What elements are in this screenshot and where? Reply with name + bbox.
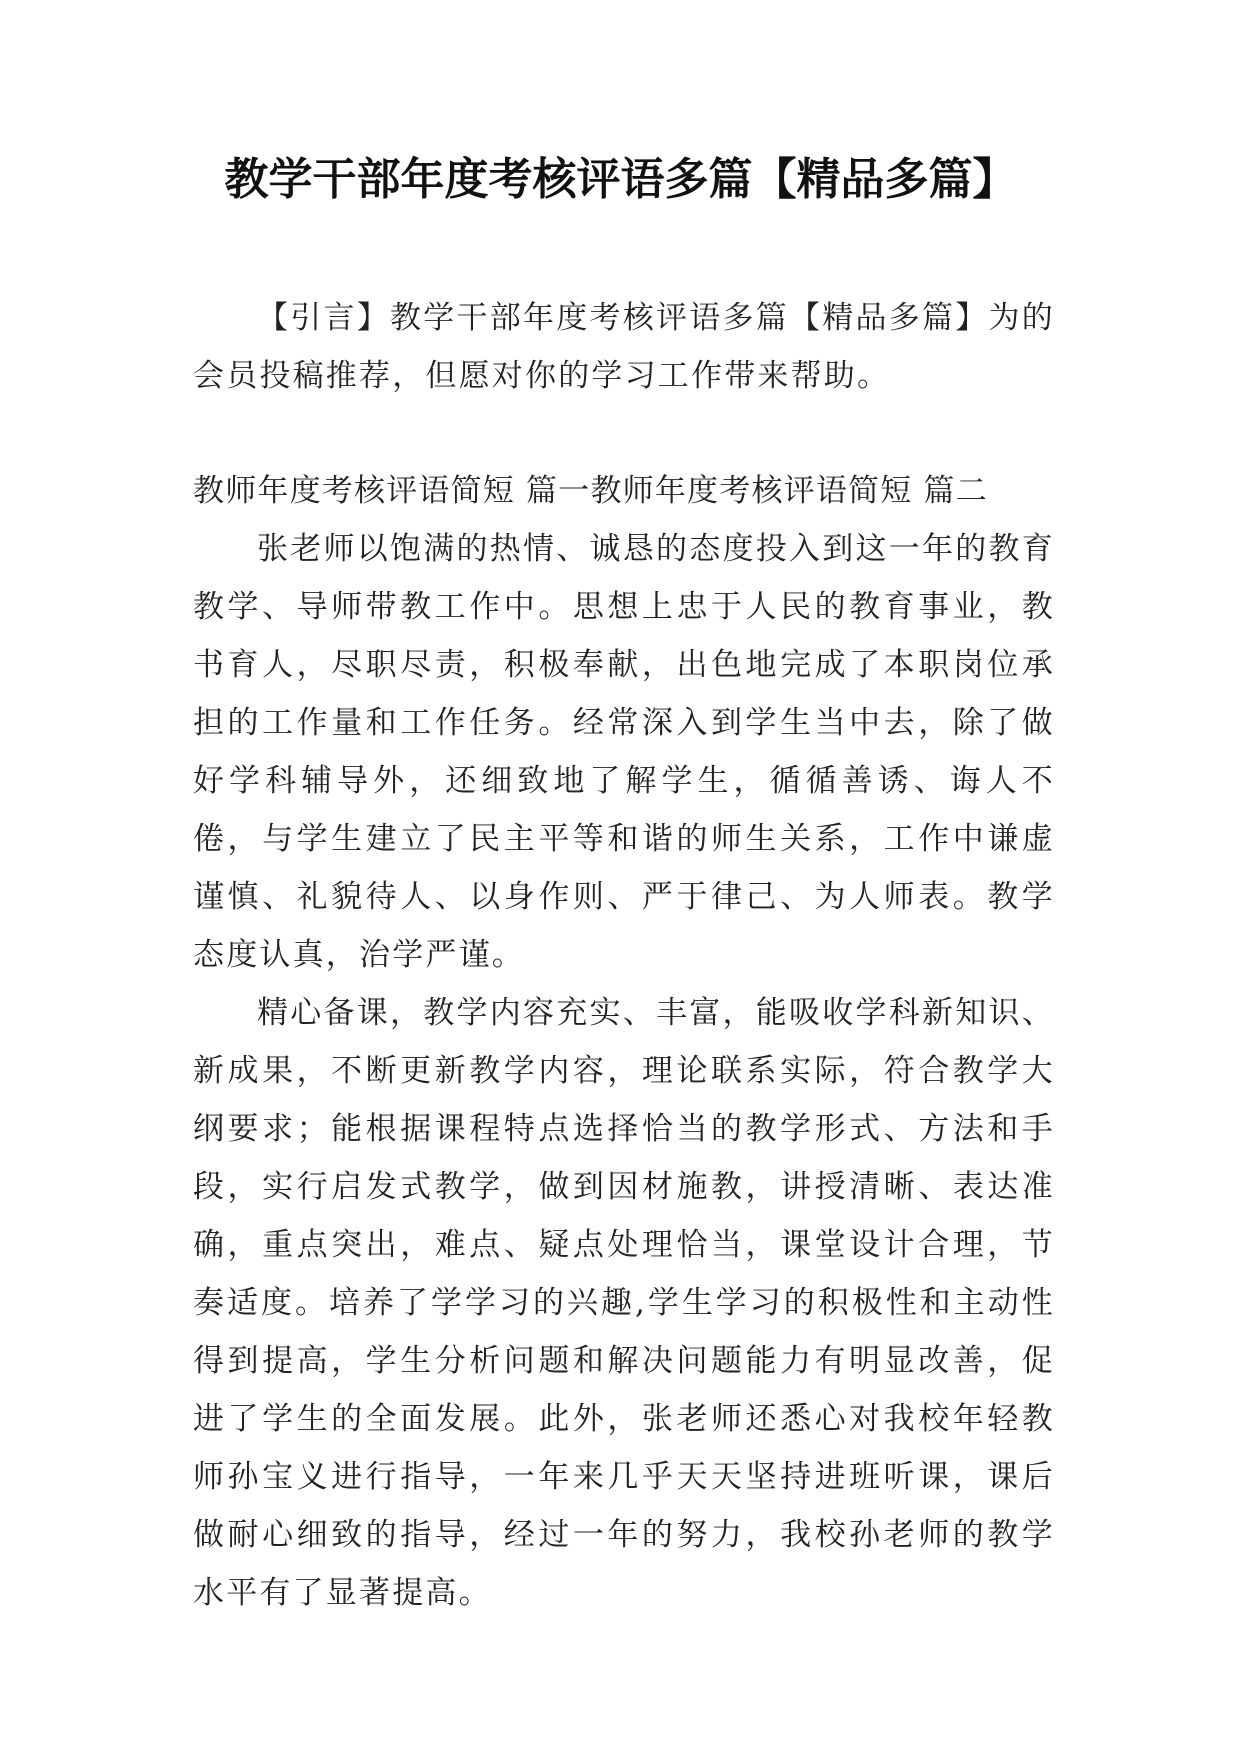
body-paragraph: 精心备课，教学内容充实、丰富，能吸收学科新知识、新成果，不断更新教学内容，理论联系实际，符合教学大纲要求；能根据课程特点选择恰当的教学形式、方法和手段，实行启发式教学，做到因材施教，讲授清晰、表达准确，重点突出，难点、疑点处理恰当，课堂设计合理，节奏适度。培养了学学习的兴趣,学生学习的积极性和主动性得到提高，学生分析问题和解决问题能力有明显改善，促进了学生的全面发展。此外，张老师还悉心对我校年轻教师孙宝义进行指导，一年来几乎天天坚持进班听课，课后做耐心细致的指导，经过一年的努力，我校孙老师的教学水平有了显著提高。 [193,995,1055,1611]
intro-block [193,289,1055,405]
body-paragraph: 张老师以饱满的热情、诚恳的态度投入到这一年的教育教学、导师带教工作中。思想上忠于人民的教育事业，教书育人，尽职尽责，积极奉献，出色地完成了本职岗位承担的工作量和工作任务。经常深入到学生当中去，除了做好学科辅导外，还细致地了解学生，循循善诱、诲人不倦，与学生建立了民主平等和谐的师生关系，工作中谦虚谨慎、礼貌待人、以身作则、严于律己、为人师表。教学态度认真，治学严谨。 [193,531,1055,973]
content-block [193,520,1055,1622]
section-heading: 教师年度考核评语简短 篇一教师年度考核评语简短 篇二 [193,473,988,509]
intro-paragraph: 【引言】教学干部年度考核评语多篇【精品多篇】为的会员投稿推荐，但愿对你的学习工作带来帮助。 [193,300,1055,394]
document-title: 教学干部年度考核评语多篇【精品多篇】 [224,154,1017,205]
